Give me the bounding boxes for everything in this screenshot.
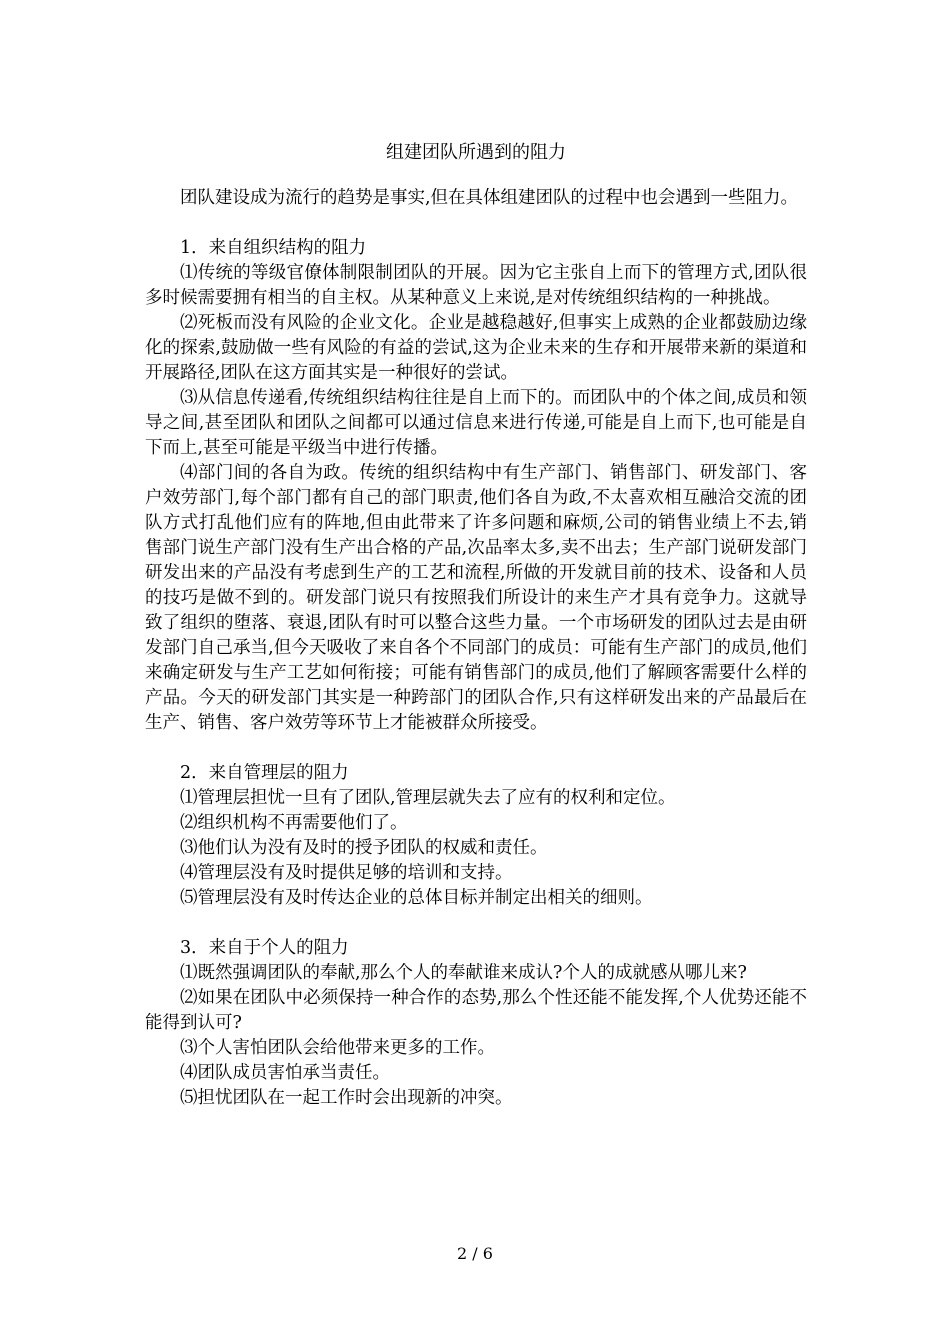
section-1-heading: 1．来自组织结构的阻力 <box>180 238 367 258</box>
page-number: 2 / 6 <box>457 1244 493 1263</box>
spacer <box>145 911 807 936</box>
spacer <box>145 736 807 761</box>
document-title: 组建团队所遇到的阻力 <box>386 142 566 163</box>
intro-paragraph: 团队建设成为流行的趋势是事实,但在具体组建团队的过程中也会遇到一些阻力。 <box>180 188 799 208</box>
section-2-item-1: ⑴管理层担忧一旦有了团队,管理层就失去了应有的权利和定位。 <box>180 788 676 808</box>
spacer <box>145 211 807 236</box>
section-3-item-1: ⑴既然强调团队的奉献,那么个人的奉献谁来成认?个人的成就感从哪儿来? <box>180 963 747 983</box>
section-1-item-4: ⑷部门间的各自为政。传统的组织结构中有生产部门、销售部门、研发部门、客户效劳部门,每个部门都有自己的部门职责,他们各自为政,不太喜欢相互融洽交流的团队方式打乱他们应有的阵地,但由此带来了许多问题和麻烦,公司的销售业绩上不去,销售部门说生产部门没有生产出合格的产品,次品率太多,卖不出去；生产部门说研发部门研发出来的产品没有考虑到生产的工艺和流程,所做的开发就目前的技术、设备和人员的技巧是做不到的。研发部门说只有按照我们所设计的来生产才具有竞争力。这就导致了组织的堕落、衰退,团队有时可以整合这些力量。一个市场研发的团队过去是由研发部门自己承当,但今天吸收了来自各个不同部门的成员：可能有生产部门的成员,他们来确定研发与生产工艺如何衔接；可能有销售部门的成员,他们了解顾客需要什么样的产品。今天的研发部门其实是一种跨部门的团队合作,只有这样研发出来的产品最后在生产、销售、客户效劳等环节上才能被群众所接受。 <box>145 463 807 733</box>
section-3-item-3: ⑶个人害怕团队会给他带来更多的工作。 <box>180 1038 495 1058</box>
section-2-item-2: ⑵组织机构不再需要他们了。 <box>180 813 408 833</box>
section-2-item-4: ⑷管理层没有及时提供足够的培训和支持。 <box>180 863 513 883</box>
section-1-item-2: ⑵死板而没有风险的企业文化。企业是越稳越好,但事实上成熟的企业都鼓励边缘化的探索,鼓励做一些有风险的有益的尝试,这为企业未来的生存和开展带来新的渠道和开展路径,团队在这方面其实是一种很好的尝试。 <box>145 313 807 383</box>
section-3-item-4: ⑷团队成员害怕承当责任。 <box>180 1063 390 1083</box>
section-3-item-2: ⑵如果在团队中必须保持一种合作的态势,那么个性还能不能发挥,个人优势还能不能得到认可? <box>145 988 807 1033</box>
section-3-item-5: ⑸担忧团队在一起工作时会出现新的冲突。 <box>180 1088 513 1108</box>
section-2-item-5: ⑸管理层没有及时传达企业的总体目标并制定出相关的细则。 <box>180 888 653 908</box>
section-2-heading: 2．来自管理层的阻力 <box>180 763 349 783</box>
section-2-item-3: ⑶他们认为没有及时的授予团队的权威和责任。 <box>180 838 548 858</box>
document-page <box>145 140 807 1111</box>
section-1-item-1: ⑴传统的等级官僚体制限制团队的开展。因为它主张自上而下的管理方式,团队很多时候需要拥有相当的自主权。从某种意义上来说,是对传统组织结构的一种挑战。 <box>145 263 807 308</box>
section-1-item-3: ⑶从信息传递看,传统组织结构往往是自上而下的。而团队中的个体之间,成员和领导之间,甚至团队和团队之间都可以通过信息来进行传递,可能是自上而下,也可能是自下而上,甚至可能是平级当中进行传播。 <box>145 388 807 458</box>
section-3-heading: 3．来自于个人的阻力 <box>180 938 349 958</box>
